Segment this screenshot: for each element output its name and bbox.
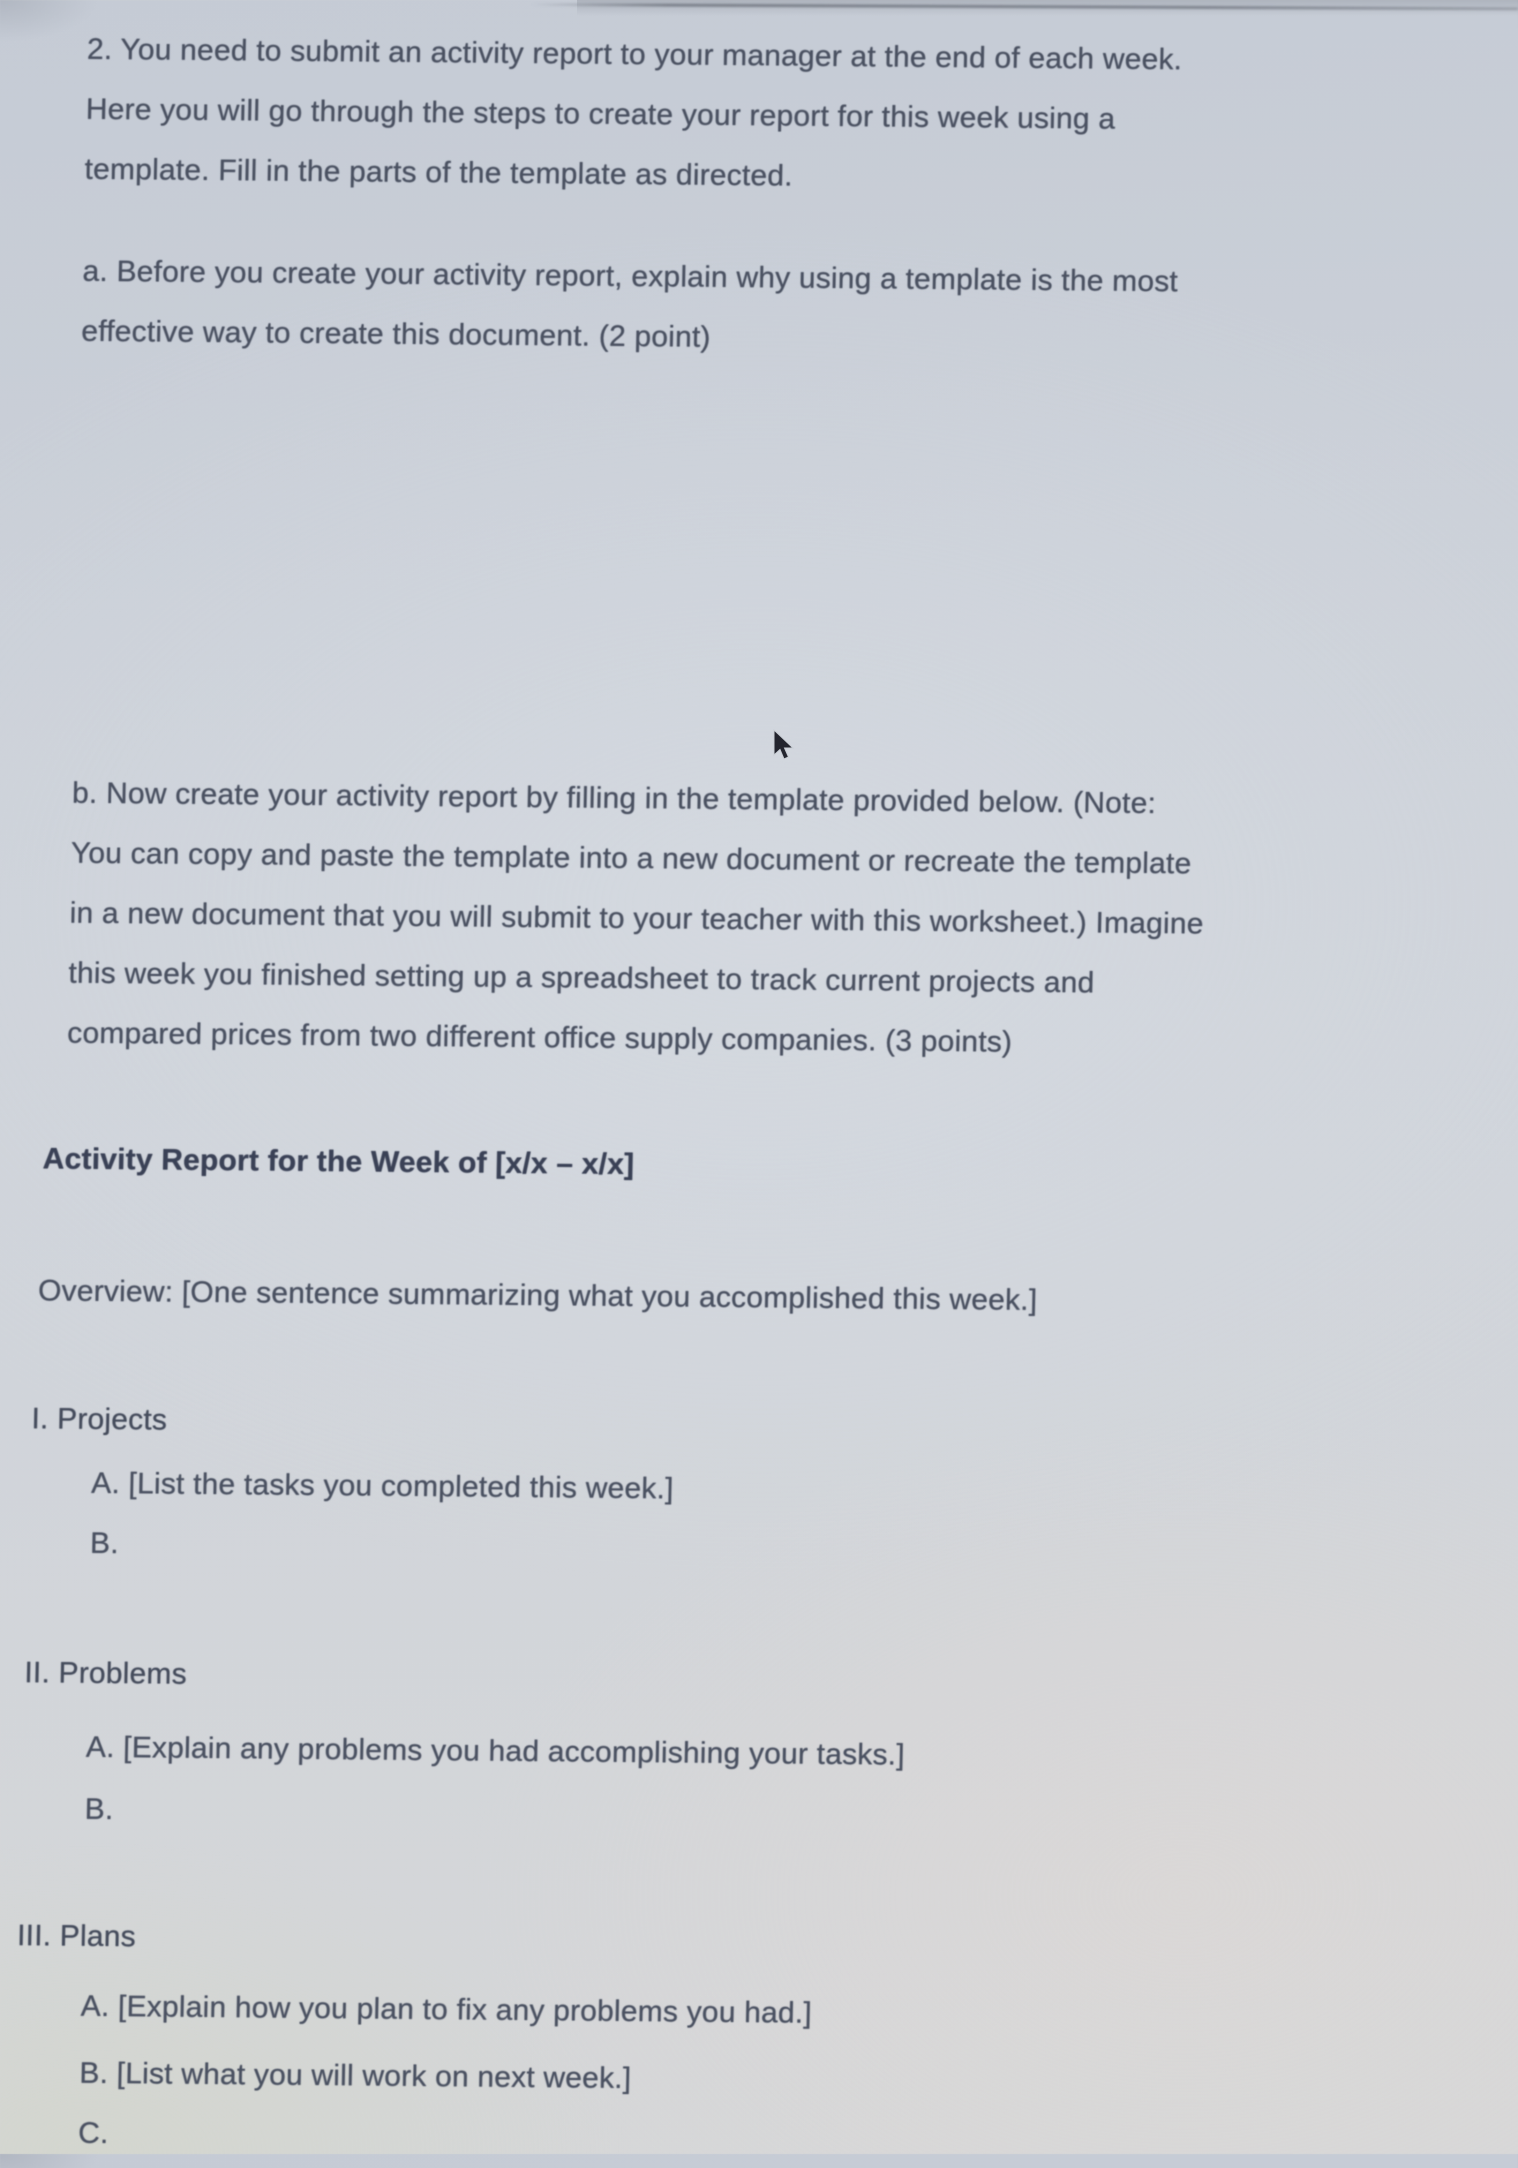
- part-b-line-2: You can copy and paste the template into a new document or recreate the template: [70, 836, 1192, 881]
- question2-intro-line-2: Here you will go through the steps to create your report for this week using a: [85, 92, 1116, 136]
- section-2-heading: II. Problems: [24, 1656, 188, 1691]
- section-3-item-a: A. [Explain how you plan to fix any problems you had.]: [80, 1989, 813, 2030]
- section-1-heading: I. Projects: [31, 1402, 168, 1437]
- section-3-item-c: C.: [77, 2116, 109, 2151]
- section-3-item-b: B. [List what you will work on next week.]: [79, 2056, 632, 2096]
- part-a-line-2: effective way to create this document. (2 point): [81, 314, 712, 354]
- question2-intro-line-3: template. Fill in the parts of the template as directed.: [84, 152, 794, 193]
- part-b-line-3: in a new document that you will submit to your teacher with this worksheet.) Imagine: [69, 896, 1204, 941]
- section-2-item-b: B.: [84, 1792, 114, 1827]
- template-title: Activity Report for the Week of [x/x – x/x]: [42, 1142, 635, 1182]
- section-1-item-a: A. [List the tasks you completed this week.]: [90, 1466, 674, 1506]
- template-overview: Overview: [One sentence summarizing what you accomplished this week.]: [37, 1274, 1038, 1318]
- section-1-item-b: B.: [89, 1526, 120, 1561]
- section-2-item-a: A. [Explain any problems you had accomplishing your tasks.]: [85, 1730, 906, 1772]
- question2-intro-line-1: 2. You need to submit an activity report to your manager at the end of each week.: [86, 32, 1183, 77]
- section-3-heading: III. Plans: [16, 1919, 137, 1954]
- part-b-line-1: b. Now create your activity report by filling in the template provided below. (Note:: [71, 776, 1157, 821]
- part-b-line-5: compared prices from two different office supply companies. (3 points): [66, 1016, 1013, 1059]
- part-a-line-1: a. Before you create your activity report, explain why using a template is the most: [82, 254, 1179, 299]
- mouse-cursor-icon: [770, 728, 796, 764]
- part-b-line-4: this week you finished setting up a spreadsheet to track current projects and: [68, 956, 1095, 1000]
